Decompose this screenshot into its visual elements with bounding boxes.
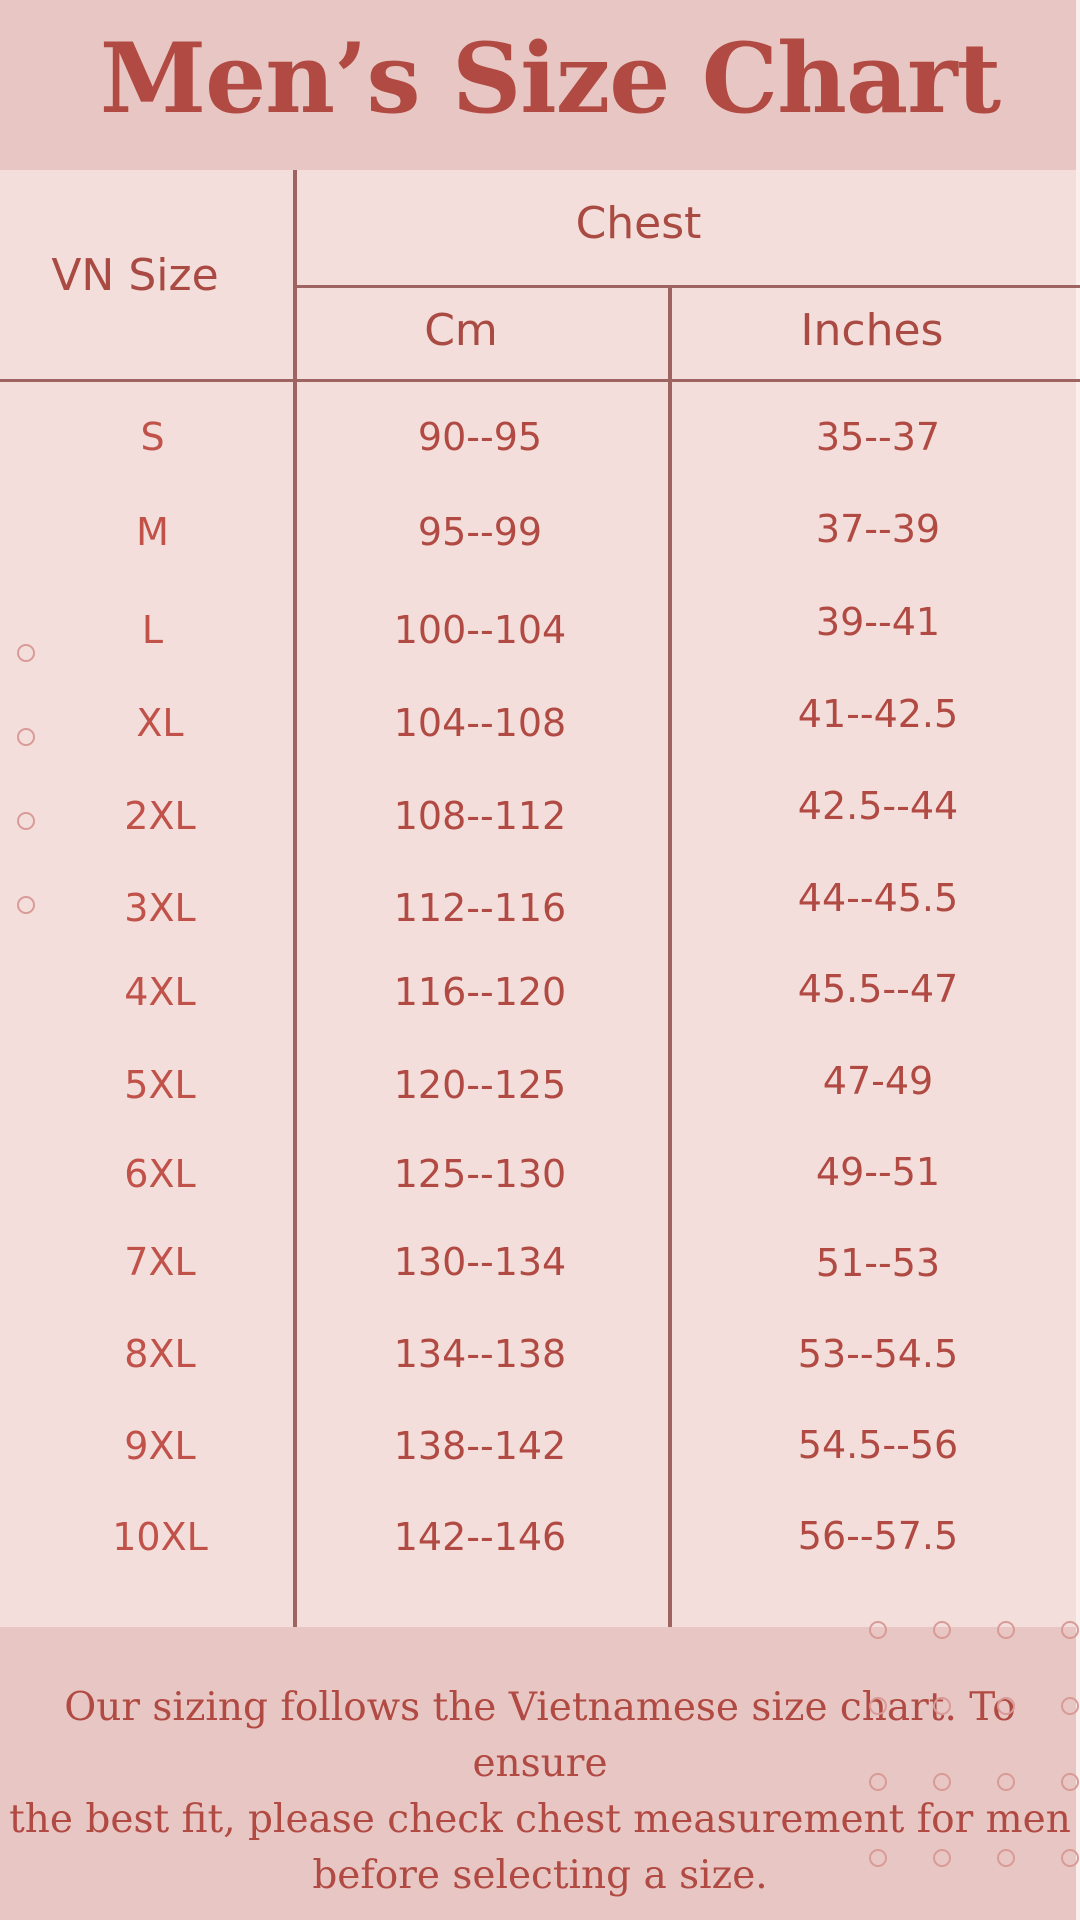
header-inches: Inches (800, 305, 944, 356)
cell-size: 10XL (112, 1515, 208, 1559)
cell-inches: 53--54.5 (797, 1332, 959, 1376)
cell-cm: 108--112 (393, 794, 567, 838)
cell-inches: 51--53 (815, 1241, 941, 1285)
cell-size: 9XL (124, 1424, 196, 1468)
decorative-circle (997, 1773, 1015, 1791)
decorative-circle (997, 1849, 1015, 1867)
decorative-circle (869, 1773, 887, 1791)
cell-size: XL (136, 701, 184, 745)
cell-inches: 47-49 (822, 1059, 934, 1103)
divider-size-column (293, 170, 297, 1635)
cell-inches: 45.5--47 (797, 967, 959, 1011)
decorative-circle (933, 1621, 951, 1639)
decorative-circle (997, 1621, 1015, 1639)
cell-inches: 56--57.5 (797, 1514, 959, 1558)
header-chest: Chest (575, 198, 702, 249)
cell-cm: 142--146 (393, 1515, 567, 1559)
decorative-circle (1061, 1773, 1079, 1791)
decorative-circle (1061, 1849, 1079, 1867)
cell-size: 5XL (124, 1063, 196, 1107)
decorative-circle (17, 644, 35, 662)
footer-note: Our sizing follows the Vietnamese size chart. To ensure the best fit, please check chest measurement for men before selecting a size. (9, 1685, 1071, 1898)
cell-size: 2XL (124, 794, 196, 838)
decorative-circle (997, 1697, 1015, 1715)
cell-size: 8XL (124, 1332, 196, 1376)
cell-cm: 116--120 (393, 970, 567, 1014)
decorative-circle (17, 728, 35, 746)
decorative-circle (1061, 1697, 1079, 1715)
cell-inches: 39--41 (815, 600, 941, 644)
cell-size: L (141, 608, 164, 652)
cell-cm: 134--138 (393, 1332, 567, 1376)
cell-cm: 95--99 (417, 510, 543, 554)
cell-inches: 54.5--56 (797, 1423, 959, 1467)
decorative-circle (933, 1697, 951, 1715)
header-vn-size: VN Size (51, 250, 219, 301)
cell-cm: 120--125 (393, 1063, 567, 1107)
decorative-circle (869, 1849, 887, 1867)
cell-cm: 138--142 (393, 1424, 567, 1468)
cell-inches: 41--42.5 (797, 692, 959, 736)
cell-cm: 90--95 (417, 415, 543, 459)
cell-size: 7XL (124, 1240, 196, 1284)
cell-cm: 104--108 (393, 701, 567, 745)
cell-size: 3XL (124, 886, 196, 930)
cell-size: 4XL (124, 970, 196, 1014)
decorative-circle (933, 1773, 951, 1791)
cell-inches: 37--39 (815, 507, 941, 551)
cell-cm: 130--134 (393, 1240, 567, 1284)
decorative-circle (869, 1697, 887, 1715)
cell-size: S (140, 415, 165, 459)
cell-cm: 125--130 (393, 1152, 567, 1196)
cell-inches: 42.5--44 (797, 784, 959, 828)
divider-chest-subheader (297, 285, 1080, 288)
cell-cm: 112--116 (393, 886, 567, 930)
cell-inches: 44--45.5 (797, 876, 959, 920)
decorative-circle (17, 896, 35, 914)
divider-header-body (0, 379, 1080, 382)
header-cm: Cm (424, 305, 498, 356)
cell-inches: 35--37 (815, 415, 941, 459)
decorative-circle (933, 1849, 951, 1867)
cell-inches: 49--51 (815, 1150, 941, 1194)
decorative-circle (1061, 1621, 1079, 1639)
decorative-circle (869, 1621, 887, 1639)
cell-size: M (136, 510, 169, 554)
divider-cm-inches (668, 288, 672, 1628)
page-title: Men’s Size Chart (99, 22, 1001, 135)
cell-cm: 100--104 (393, 608, 567, 652)
decorative-circle (17, 812, 35, 830)
cell-size: 6XL (124, 1152, 196, 1196)
